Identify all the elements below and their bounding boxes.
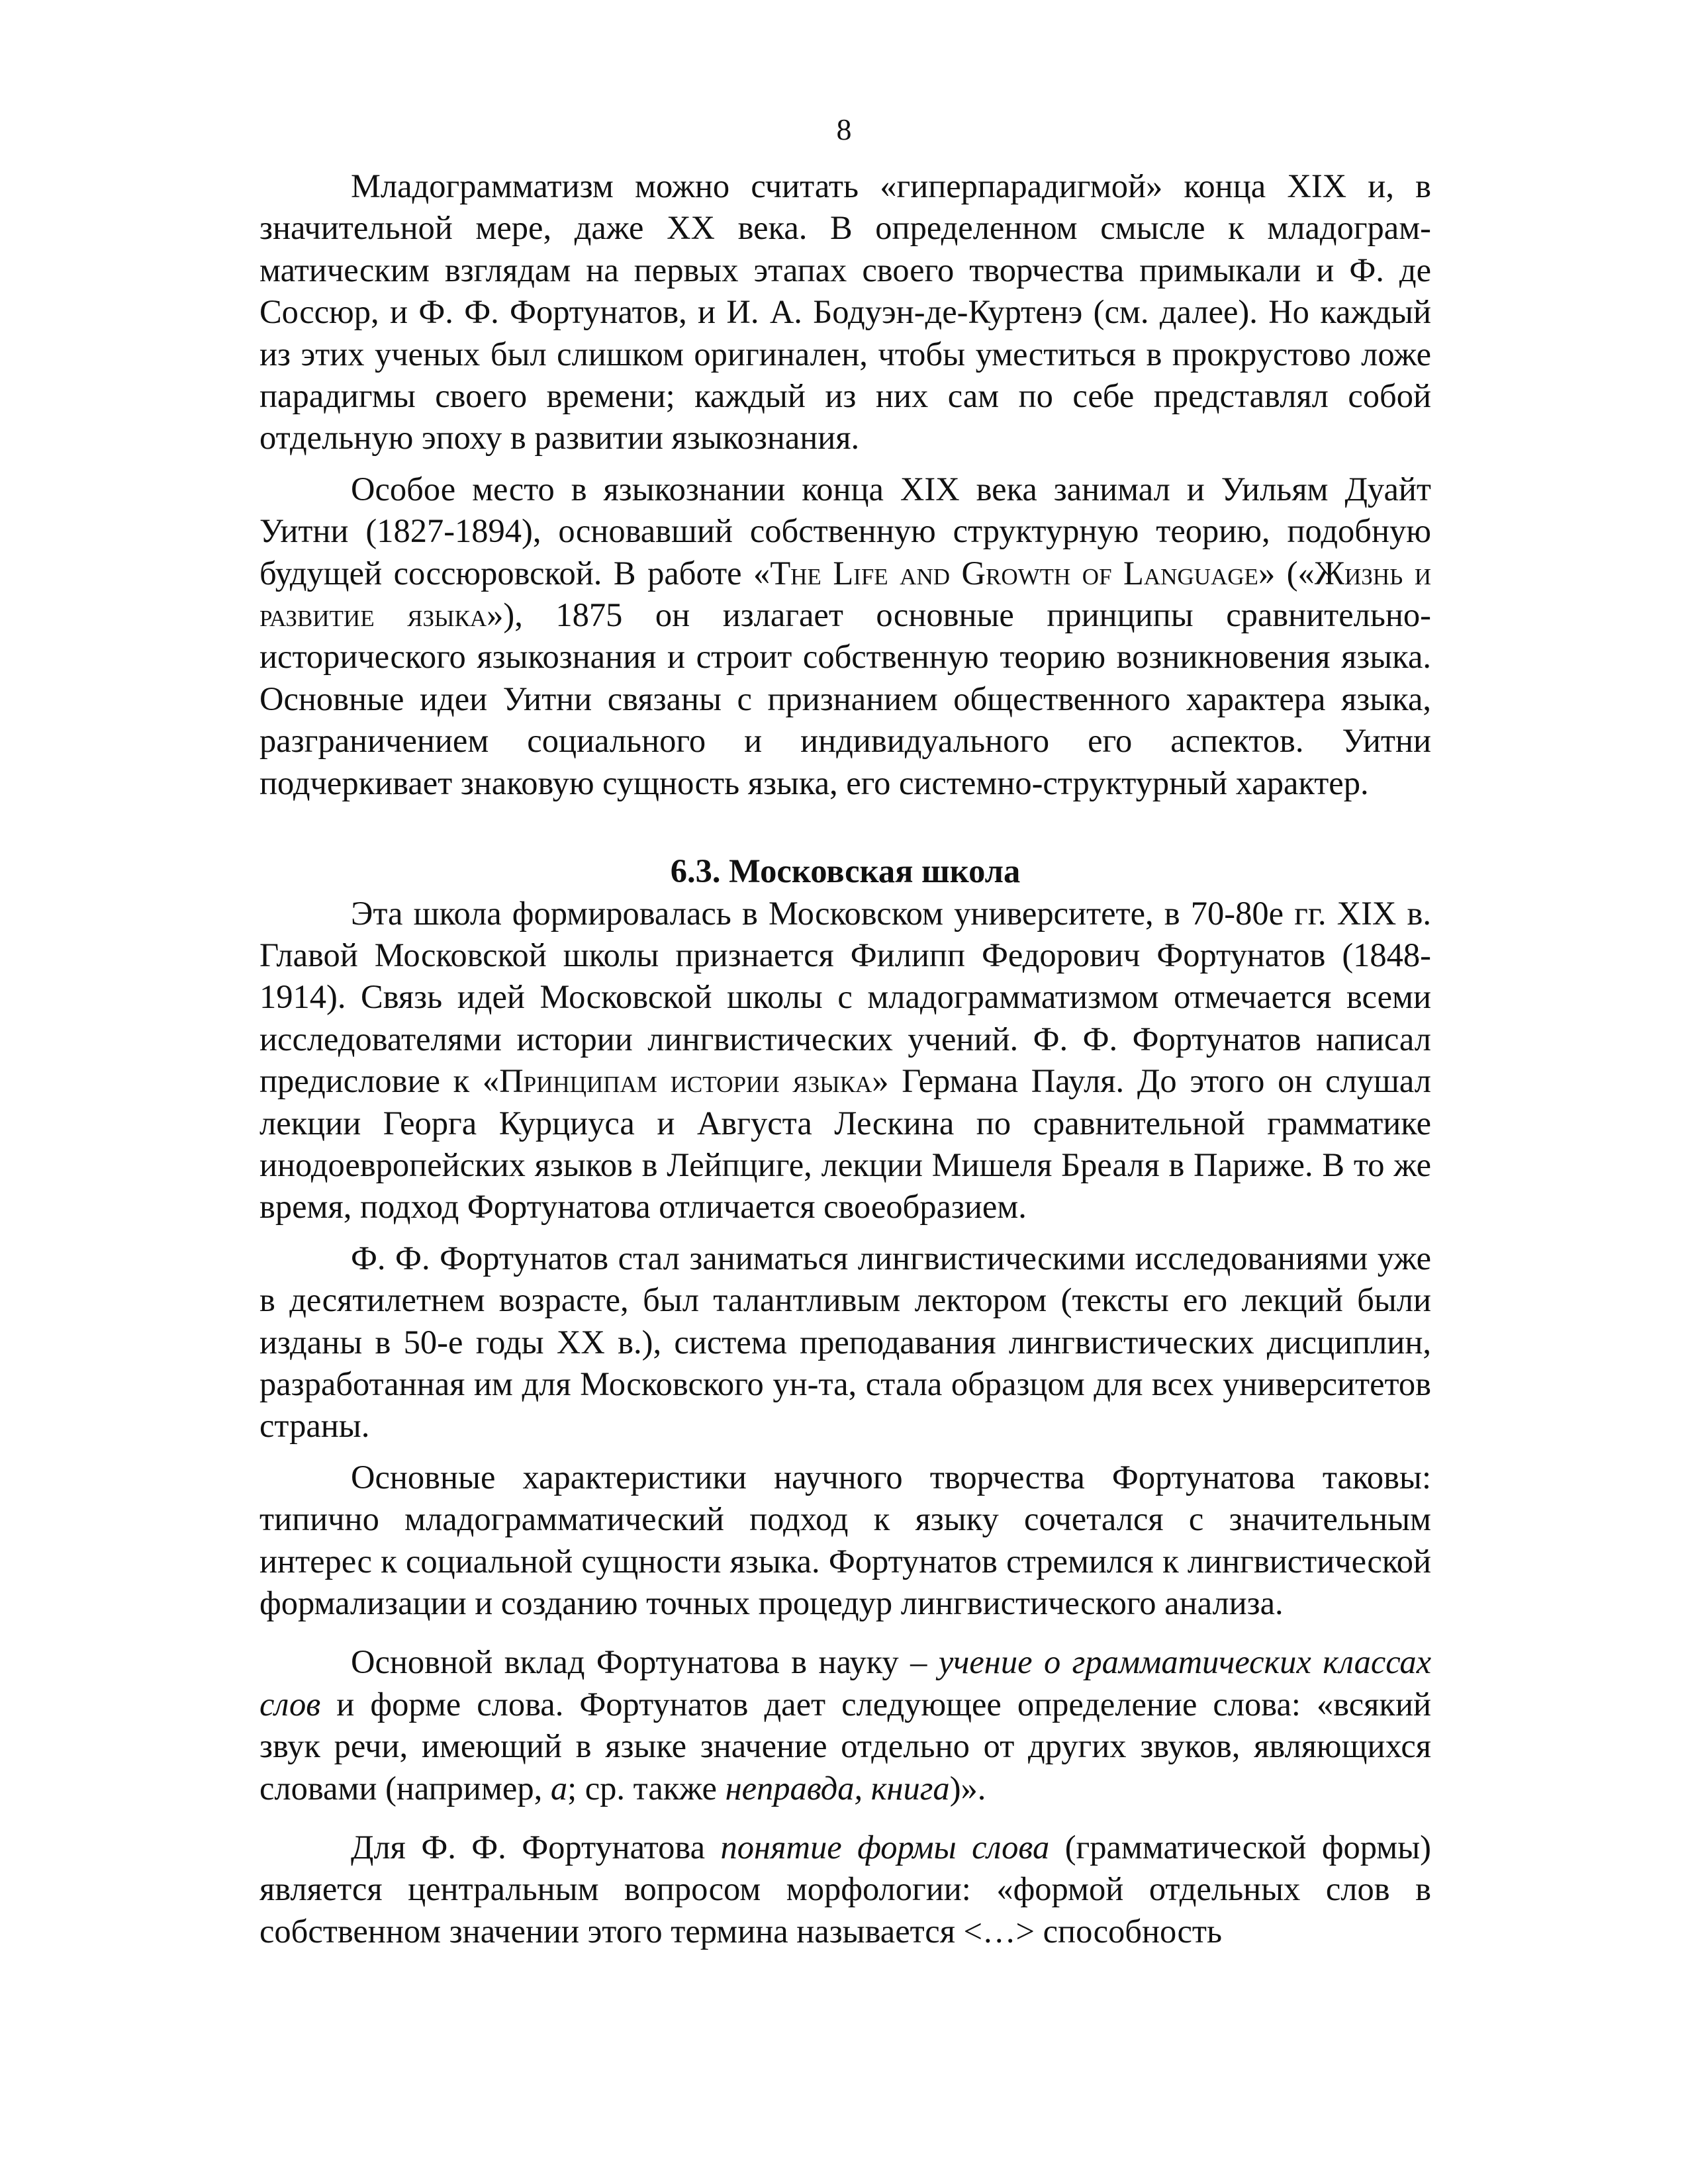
paragraph-text: »), 1875 он излагает основные принципы сравнительно-исторического языкознания и строит собственную теорию возникновения языка. Основные идеи Уитни связаны с признанием общественного характера языка, разграничением социального и индивидуального его аспектов. Уитни подчеркивает знаковую сущность языка, его системно-структурный характер. (259, 596, 1431, 801)
paragraph-text: ; ср. также (567, 1769, 726, 1807)
paragraph-fortunatov-characteristics (259, 1457, 1431, 1625)
page-content (259, 165, 1431, 1952)
paragraph-neogrammarians (259, 165, 1431, 459)
example-words: неправда, книга (725, 1769, 950, 1807)
paragraph-text: » Германа Пауля. До этого он слушал лекции Георга Курциуса и Августа Лескина по сравнительной грамматике инодоевропейских языков в Лейпциге, лекции Мишеля Бреаля в Париже. В то же время, подход Фортунатова отличается своеобразием. (259, 1062, 1431, 1226)
paragraph-text: Для Ф. Ф. Фортунатова (351, 1829, 721, 1866)
book-title: Принципам истории языка (499, 1062, 872, 1100)
paragraph-whitney (259, 469, 1431, 804)
emphasis-term: учение о грамматических классах слов (259, 1643, 1432, 1723)
paragraph-text: Ф. Ф. Фортунатов стал заниматься лингвистическими исследованиями уже в десятилетнем возрасте, был талантливым лектором (тексты его лекций были изданы в 50-е годы XX в.), система преподавания лингвистических дисциплин, разработанная им для Московского ун-та, стала образцом для всех университетов страны. (259, 1239, 1431, 1445)
example-word: а (550, 1769, 568, 1807)
paragraph-text: и форме слова. Фортунатов дает следующее определение слова: «всякий звук речи, имеющий в языке значение отдельно от других звуков, являющихся словами (например, (259, 1685, 1431, 1807)
paragraph-moscow-school (259, 893, 1431, 1228)
section-heading: 6.3. Московская школа (670, 852, 1021, 890)
paragraph-fortunatov-career (259, 1238, 1431, 1447)
book-title-english: The Life and Growth of Language (770, 554, 1258, 592)
page-number: 8 (836, 113, 852, 146)
paragraph-text: (грамматической формы) является центральным вопросом морфологии: «формой отдельных слов в собственном значении этого термина называется <…> способность (259, 1829, 1431, 1950)
paragraph-text: Младограмматизм можно считать «гиперпарадигмой» конца XIX и, в значительной мере, даже XX века. В определенном смысле к младограмматическим взглядам на первых этапах своего творчества примыкали и Ф. де Соссюр, и Ф. Ф. Фортунатов, и И. А. Бодуэн-де-Куртенэ (см. далее). Но каждый из этих ученых был слишком оригинален, чтобы уместиться в прокрустово ложе парадигмы своего времени; каждый из них сам по себе представлял собой отдельную эпоху в развитии языкознания. (259, 167, 1431, 457)
paragraph-text: )». (949, 1769, 986, 1807)
emphasis-term: понятие формы слова (720, 1829, 1050, 1866)
book-title-russian: Жизнь и развитие языка (259, 554, 1431, 634)
paragraph-text: » (« (1258, 554, 1315, 592)
paragraph-text: Эта школа формировалась в Московском университете, в 70-80е гг. XIX в. Главой Московской школы признается Филипп Федорович Фортунатов (1848-1914). Связь идей Московской школы с младограмматизмом отмечается всеми исследователями истории лингвистических учений. Ф. Ф. Фортунатов написал предисловие к « (259, 894, 1431, 1100)
paragraph-word-form (259, 1827, 1431, 1952)
paragraph-text: Основной вклад Фортунатова в науку – (351, 1643, 939, 1681)
paragraph-text: Особое место в языкознании конца XIX века занимал и Уильям Дуайт Уитни (1827-1894), основавший собственную структурную теорию, подобную будущей соссюровской. В работе « (259, 470, 1431, 592)
paragraph-word-classes (259, 1641, 1431, 1809)
paragraph-text: Основные характеристики научного творчества Фортунатова таковы: типично младограмматический подход к языку сочетался с значительным интерес к социальной сущности языка. Фортунатов стремился к лингвистической формализации и созданию точных процедур лингвистического анализа. (259, 1458, 1431, 1621)
